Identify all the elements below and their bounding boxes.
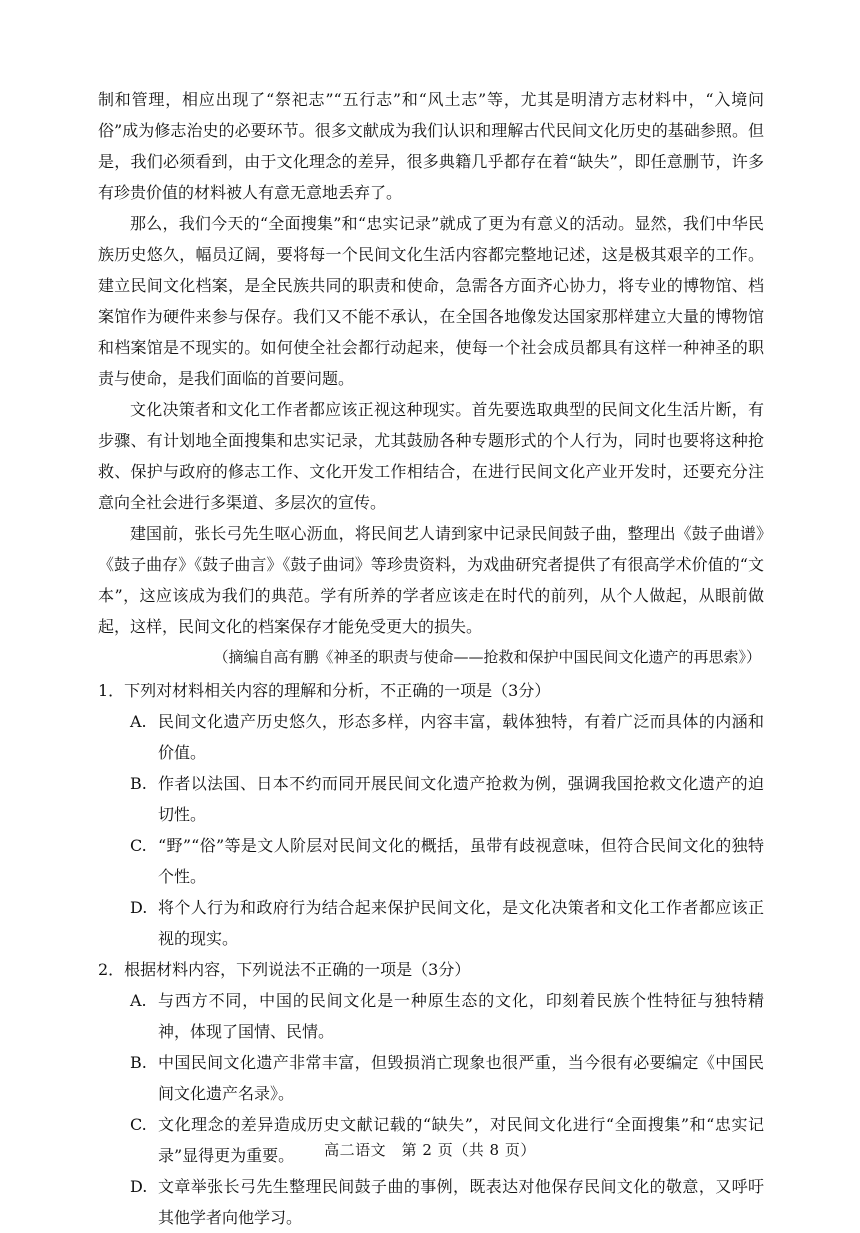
question-1-option-d: [130, 892, 764, 954]
question-1-stem: 1．下列对材料相关内容的理解和分析，不正确的一项是（3分）: [98, 681, 551, 700]
question-2-option-a: [130, 985, 764, 1047]
option-text: 与西方不同，中国的民间文化是一种原生态的文化，印刻着民族个性特征与独特精神，体现了国情、民情。: [158, 991, 764, 1041]
option-label: C.: [130, 836, 147, 855]
question-1-option-b: [130, 768, 764, 830]
question-2-option-d: [130, 1171, 764, 1233]
option-text: 将个人行为和政府行为结合起来保护民间文化，是文化决策者和文化工作者都应该正视的现实。: [158, 898, 764, 948]
question-2-stem: 2．根据材料内容，下列说法不正确的一项是（3分）: [98, 960, 471, 979]
option-label: D.: [130, 1177, 148, 1196]
article-paragraph-3: 文化决策者和文化工作者都应该正视这种现实。首先要选取典型的民间文化生活片断，有步骤、有计划地全面搜集和忠实记录，尤其鼓励各种专题形式的个人行为，同时也要将这种抢救、保护与政府的修志工作、文化开发工作相结合，在进行民间文化产业开发时，还要充分注意向全社会进行多渠道、多层次的宣传。: [98, 400, 764, 512]
article-paragraph-1: 制和管理，相应出现了“祭祀志”“五行志”和“风土志”等，尤其是明清方志材料中，“入境问俗”成为修志治史的必要环节。很多文献成为我们认识和理解古代民间文化历史的基础参照。但是，我们必须看到，由于文化理念的差异，很多典籍几乎都存在着“缺失”，即任意删节，许多有珍贵价值的材料被人有意无意地丢弃了。: [98, 90, 764, 202]
question-1-option-a: [130, 706, 764, 768]
option-label: D.: [130, 898, 148, 917]
option-label: A.: [130, 712, 147, 731]
option-label: B.: [130, 774, 147, 793]
question-2-option-b: [130, 1047, 764, 1109]
question-1: [98, 675, 764, 954]
option-text: 文章举张长弓先生整理民间鼓子曲的事例，既表达对他保存民间文化的敬意，又呼吁其他学者向他学习。: [158, 1177, 764, 1227]
option-label: C.: [130, 1115, 147, 1134]
article-paragraph-4: 建国前，张长弓先生呕心沥血，将民间艺人请到家中记录民间鼓子曲，整理出《鼓子曲谱》《鼓子曲存》《鼓子曲言》《鼓子曲词》等珍贵资料，为戏曲研究者提供了有很高学术价值的“文本”，这应该成为我们的典范。学有所养的学者应该走在时代的前列，从个人做起，从眼前做起，这样，民间文化的档案保存才能免受更大的损失。: [98, 524, 764, 636]
question-2: [98, 954, 764, 1233]
option-text: 中国民间文化遗产非常丰富，但毁损消亡现象也很严重，当今很有必要编定《中国民间文化遗产名录》。: [158, 1053, 764, 1103]
page-content: [98, 84, 764, 1233]
option-text: “野”“俗”等是文人阶层对民间文化的概括，虽带有歧视意味，但符合民间文化的独特个性。: [158, 836, 764, 886]
question-1-option-c: [130, 830, 764, 892]
article-paragraph-2: 那么，我们今天的“全面搜集”和“忠实记录”就成了更为有意义的活动。显然，我们中华民族历史悠久，幅员辽阔，要将每一个民间文化生活内容都完整地记述，这是极其艰辛的工作。建立民间文化档案，是全民族共同的职责和使命，急需各方面齐心协力，将专业的博物馆、档案馆作为硬件来参与保存。我们又不能不承认，在全国各地像发达国家那样建立大量的博物馆和档案馆是不现实的。如何使全社会都行动起来，使每一个社会成员都具有这样一种神圣的职责与使命，是我们面临的首要问题。: [98, 214, 764, 388]
option-label: A.: [130, 991, 147, 1010]
option-text: 文化理念的差异造成历史文献记载的“缺失”，对民间文化进行“全面搜集”和“忠实记录”显得更为重要。: [158, 1115, 764, 1165]
article-source: （摘编自高有鹏《神圣的职责与使命——抢救和保护中国民间文化遗产的再思索》）: [213, 648, 761, 666]
page-footer: 高二语文 第 2 页（共 8 页）: [324, 1141, 536, 1159]
option-text: 作者以法国、日本不约而同开展民间文化遗产抢救为例，强调我国抢救文化遗产的迫切性。: [158, 774, 764, 824]
option-text: 民间文化遗产历史悠久，形态多样，内容丰富，载体独特，有着广泛而具体的内涵和价值。: [158, 712, 764, 762]
option-label: B.: [130, 1053, 147, 1072]
